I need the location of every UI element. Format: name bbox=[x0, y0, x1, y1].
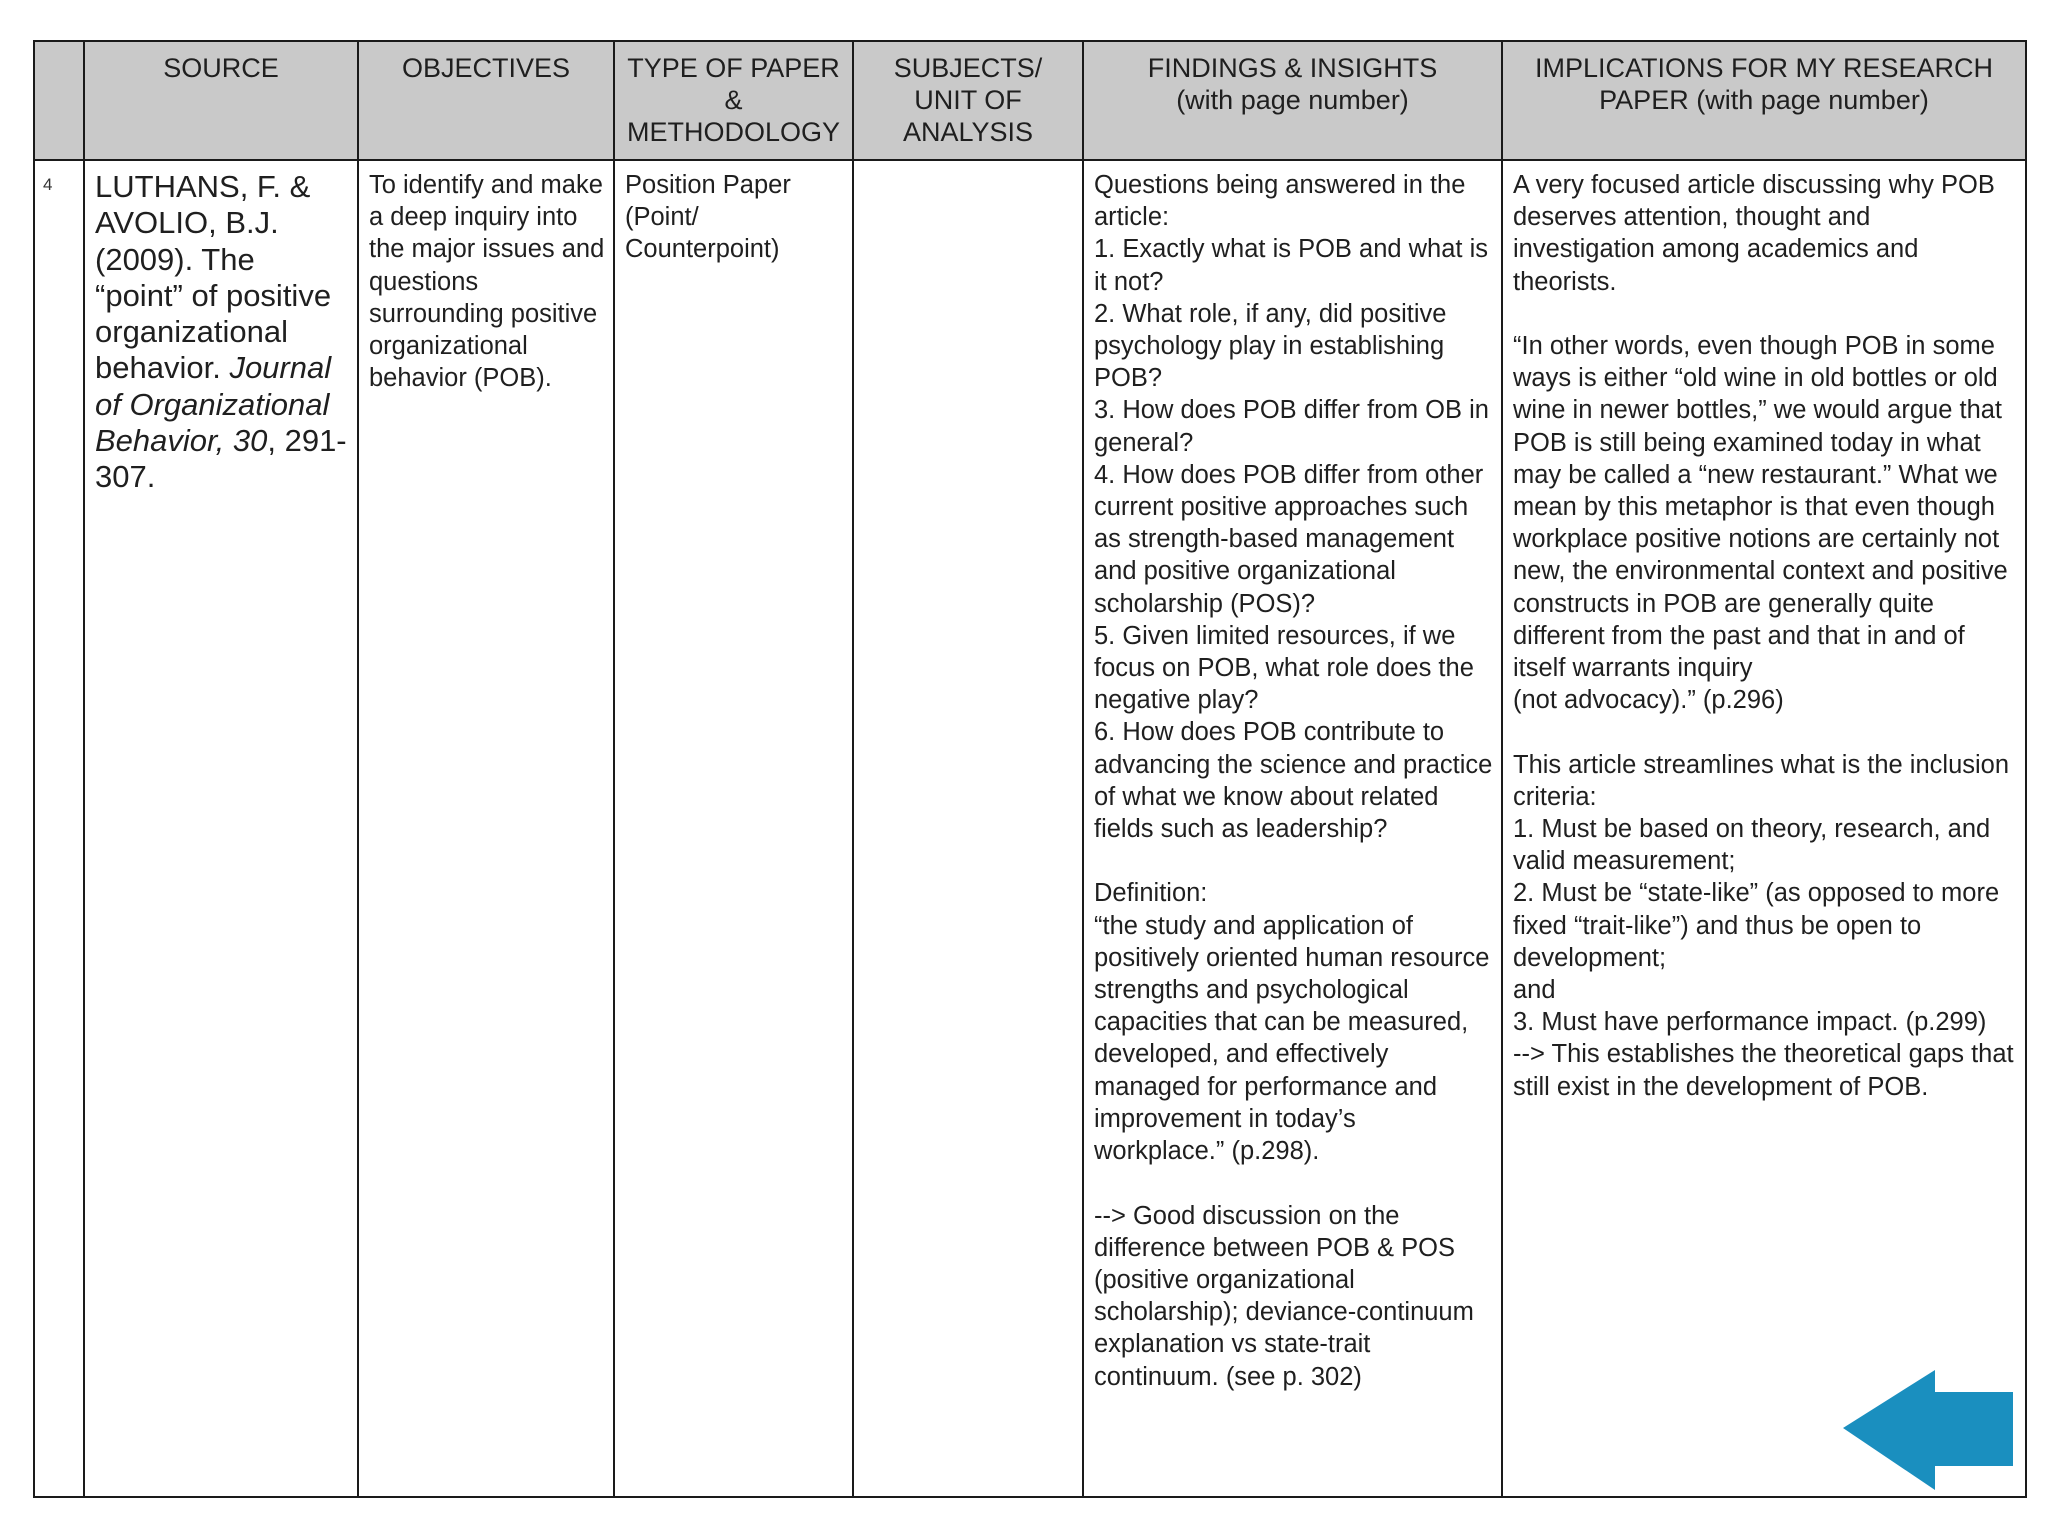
header-objectives: OBJECTIVES bbox=[358, 41, 614, 160]
row-number: 4 bbox=[34, 160, 84, 1497]
findings-cell: Questions being answered in the article: 1. Exactly what is POB and what is it not? 2. What role, if any, did positive psychology play in establishing POB? 3. How does POB differ from OB in general? 4. How does POB differ from other current positive approaches such as strength-based management and positive organizational scholarship (POS)? 5. Given limited resources, if we focus on POB, what role does the negative play? 6. How does POB contribute to advancing the science and practice of what we know about related fields such as leadership? Definition: “the study and application of positively oriented human resource strengths and psychological capacities that can be measured, developed, and effectively managed for performance and improvement in today’s workplace.” (p.298). --> Good discussion on the difference between POB & POS (positive organizational scholarship); deviance-continuum explanation vs state-trait continuum. (see p. 302) bbox=[1083, 160, 1502, 1497]
source-authors: LUTHANS, F. & AVOLIO, B.J. (2009). The “point” of positive organizational behavior. bbox=[95, 169, 332, 386]
literature-review-table bbox=[33, 40, 2027, 1498]
source-pages: , 291-307. bbox=[95, 423, 347, 495]
header-type-of-paper: TYPE OF PAPER & METHODOLOGY bbox=[614, 41, 853, 160]
type-of-paper-cell: Position Paper (Point/ Counterpoint) bbox=[614, 160, 853, 1497]
header-implications: IMPLICATIONS FOR MY RESEARCH PAPER (with page number) bbox=[1502, 41, 2026, 160]
header-source: SOURCE bbox=[84, 41, 358, 160]
objectives-cell: To identify and make a deep inquiry into the major issues and questions surrounding positive organizational behavior (POB). bbox=[358, 160, 614, 1497]
header-number bbox=[34, 41, 84, 160]
table-row bbox=[34, 160, 2026, 1497]
source-cell bbox=[84, 160, 358, 1497]
back-arrow-icon[interactable] bbox=[1843, 1370, 2013, 1490]
subjects-cell bbox=[853, 160, 1083, 1497]
header-subjects: SUBJECTS/ UNIT OF ANALYSIS bbox=[853, 41, 1083, 160]
source-journal: Journal of Organizational Behavior, 30 bbox=[95, 350, 332, 459]
implications-cell: A very focused article discussing why POB deserves attention, thought and investigation among academics and theorists. “In other words, even though POB in some ways is either “old wine in old bottles or old wine in newer bottles,” we would argue that POB is still being examined today in what may be called a “new restaurant.” What we mean by this metaphor is that even though workplace positive notions are certainly not new, the environmental context and positive constructs in POB are generally quite different from the past and that in and of itself warrants inquiry (not advocacy).” (p.296) This article streamlines what is the inclusion criteria: 1. Must be based on theory, research, and valid measurement; 2. Must be “state-like” (as opposed to more fixed “trait-like”) and thus be open to development; and 3. Must have performance impact. (p.299) --> This establishes the theoretical gaps that still exist in the development of POB. bbox=[1502, 160, 2026, 1497]
header-row bbox=[34, 41, 2026, 160]
header-findings: FINDINGS & INSIGHTS (with page number) bbox=[1083, 41, 1502, 160]
